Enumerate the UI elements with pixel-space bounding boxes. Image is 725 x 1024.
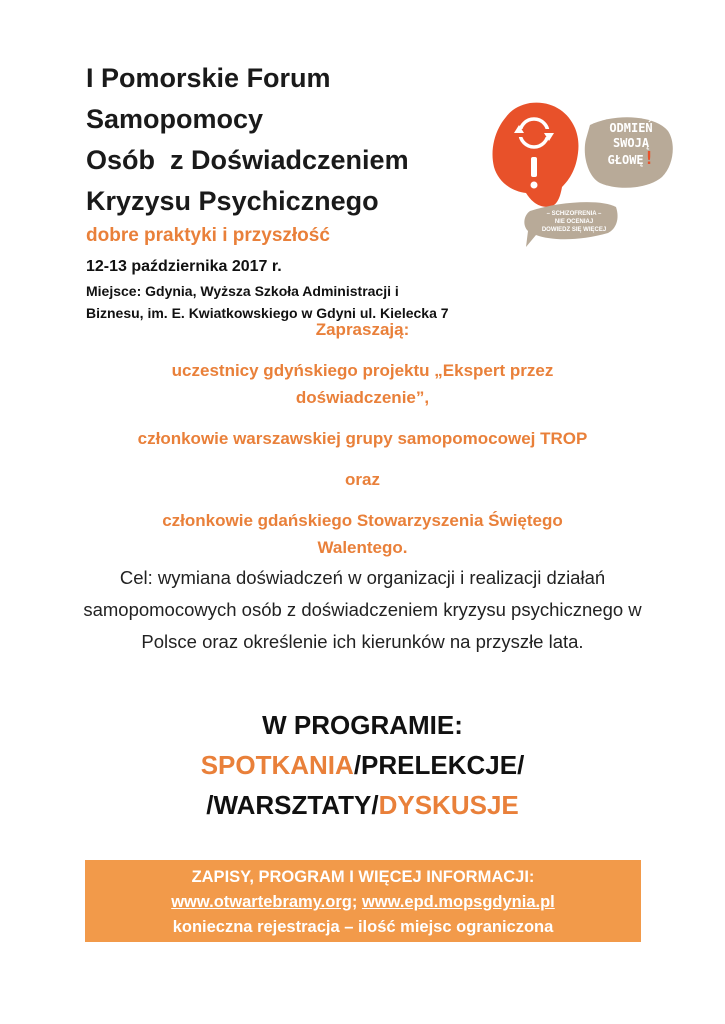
bubble-text	[590, 121, 672, 168]
program-section	[60, 705, 665, 825]
banner-line-1: ZAPISY, PROGRAM I WIĘCEJ INFORMACJI:	[191, 868, 535, 886]
event-date: 12-13 października 2017 r.	[86, 258, 282, 275]
program-item-spotkania: SPOTKANIA	[200, 750, 354, 780]
bubble-line-2: SWOJĄ	[612, 136, 650, 150]
title-line-1: I Pomorskie Forum Samopomocy	[86, 63, 331, 134]
bubble-line-3	[590, 148, 672, 169]
bubble-line-3-text: GŁOWĘ	[607, 153, 644, 167]
invitation-item-3: członkowie gdańskiego Stowarzyszenia Świętego Walentego.	[162, 511, 563, 557]
invitation-conjunction: oraz	[345, 470, 380, 489]
campaign-logo	[490, 95, 680, 255]
link-separator: ;	[351, 893, 362, 911]
banner-line-3: konieczna rejestracja – ilość miejsc ograniczona	[172, 918, 554, 936]
link-otwartebramy[interactable]: www.otwartebramy.org	[171, 893, 352, 911]
bubble-line-1: ODMIEŃ	[609, 121, 653, 135]
program-item-dyskusje: DYSKUSJE	[378, 790, 519, 820]
invitation-section	[60, 316, 665, 575]
small-line-3: DOWIEDZ SIĘ WIĘCEJ	[541, 227, 607, 233]
title-line-3: Kryzysu Psychicznego	[86, 186, 379, 216]
goal-text: Cel: wymiana doświadczeń w organizacji i realizacji działań samopomocowych osób z doświadczeniem kryzysu psychicznego w Polsce oraz określenie ich kierunków na przyszłe lata.	[83, 567, 642, 652]
link-epd-mopsgdynia[interactable]: www.epd.mopsgdynia.pl	[361, 893, 555, 911]
program-line-1	[60, 745, 665, 785]
invitation-item-2: członkowie warszawskiej grupy samopomocowej TROP	[137, 429, 588, 448]
program-line-2	[60, 785, 665, 825]
program-item-prelekcje: /PRELEKCJE/	[353, 750, 525, 780]
invitation-item-1: uczestnicy gdyńskiego projektu „Ekspert przez doświadczenie”,	[171, 361, 554, 407]
program-heading: W PROGRAMIE:	[262, 710, 463, 740]
program-item-warsztaty: /WARSZTATY/	[206, 790, 379, 820]
title-line-2: Osób z Doświadczeniem	[86, 145, 409, 175]
small-line-1: – SCHIZOFRENIA –	[546, 211, 602, 217]
exclamation-mark-icon: !	[643, 148, 655, 169]
small-line-2: NIE OCENIAJ	[554, 219, 594, 225]
header	[86, 58, 506, 324]
place-line-1: Miejsce: Gdynia, Wyższa Szkoła Administracji i	[86, 283, 399, 299]
subtitle: dobre praktyki i przyszłość	[86, 225, 330, 246]
invitation-heading: Zapraszają:	[315, 320, 410, 339]
banner-links	[85, 890, 641, 915]
place-line-2: Biznesu, im. E. Kwiatkowskiego w Gdyni ul. Kielecka 7	[86, 305, 449, 321]
banner-small-text	[528, 210, 620, 234]
registration-banner	[85, 860, 641, 942]
